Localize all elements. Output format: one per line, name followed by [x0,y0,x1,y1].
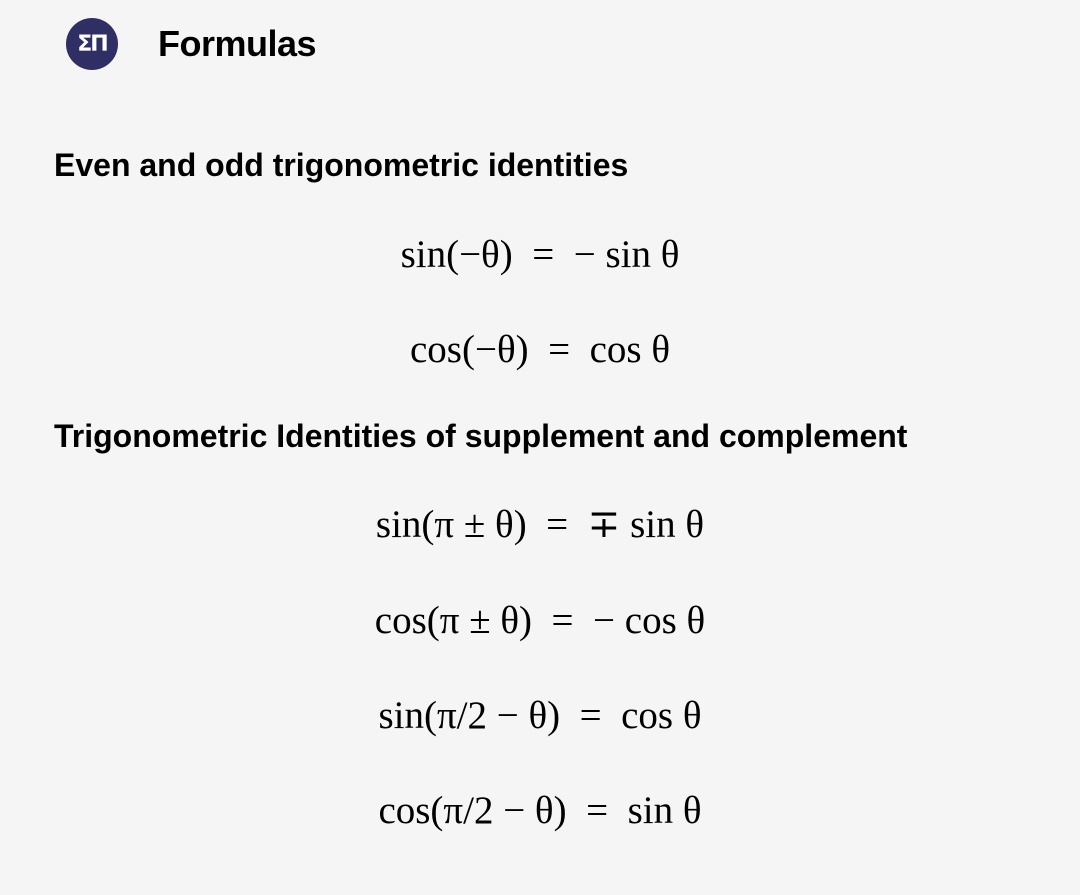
formula-sin-neg: sin(−θ) = − sin θ [400,233,680,276]
formula-cos-neg: cos(−θ) = cos θ [409,328,671,371]
page-title: Formulas [158,23,317,64]
formula-cos-half-pi: cos(π/2 − θ) = sin θ [378,789,702,832]
app-bar [0,0,1080,90]
section-title-even-odd: Even and odd trigonometric identities [54,147,629,183]
formula-cos-pi-pm: cos(π ± θ) = − cos θ [374,599,706,642]
app-logo-icon[interactable]: ΣΠ [66,18,118,70]
formula-sin-pi-pm: sin(π ± θ) = ∓ sin θ [375,503,705,546]
formula-sin-half-pi: sin(π/2 − θ) = cos θ [378,694,702,737]
section-title-supplement-complement: Trigonometric Identities of supplement and complement [54,418,908,454]
